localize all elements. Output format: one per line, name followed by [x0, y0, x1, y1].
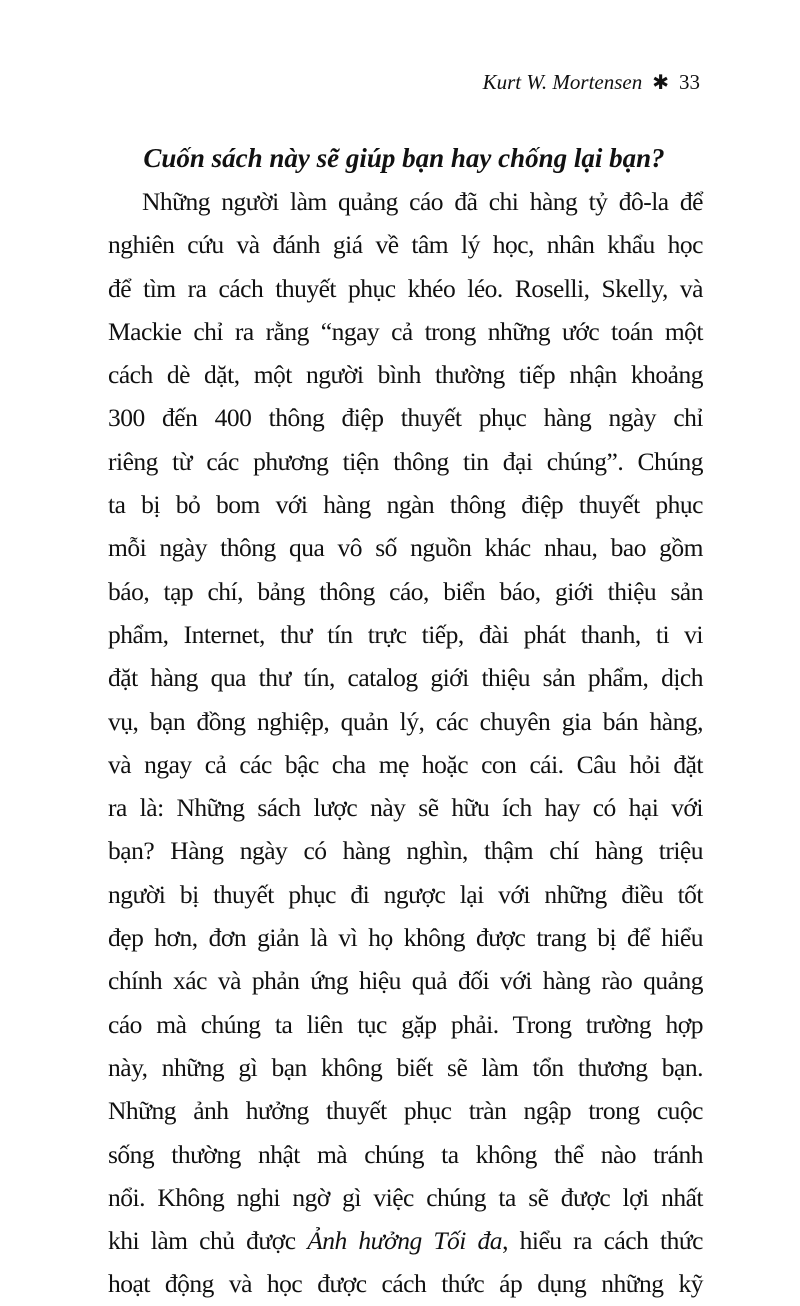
- paragraph-line: bạn? Hàng ngày có hàng nghìn, thậm chí hàng triệu: [108, 836, 703, 866]
- paragraph-line: nổi. Không nghi ngờ gì việc chúng ta sẽ được lợi nhất: [108, 1182, 703, 1212]
- paragraph-line: đẹp hơn, đơn giản là vì họ không được trang bị để hiểu: [108, 923, 703, 953]
- paragraph-line: vụ, bạn đồng nghiệp, quản lý, các chuyên gia bán hàng,: [108, 706, 703, 736]
- paragraph-line: cáo mà chúng ta liên tục gặp phải. Trong trường hợp: [108, 1009, 703, 1039]
- paragraph-line: hoạt động và học được cách thức áp dụng những kỹ: [108, 1269, 703, 1299]
- running-header: [483, 70, 700, 95]
- page-number: 33: [679, 70, 700, 94]
- paragraph-line: người bị thuyết phục đi ngược lại với những điều tốt: [108, 879, 703, 909]
- paragraph-line: 300 đến 400 thông điệp thuyết phục hàng ngày chỉ: [108, 403, 703, 433]
- asterisk-separator-icon: ✱: [652, 72, 669, 94]
- paragraph-line: ta bị bỏ bom với hàng ngàn thông điệp thuyết phục: [108, 490, 703, 520]
- paragraph-line: Những người làm quảng cáo đã chi hàng tỷ đô-la để: [142, 187, 703, 216]
- line-text-after: , hiểu ra cách thức: [502, 1226, 703, 1256]
- line-text-before: khi làm chủ được: [108, 1226, 308, 1256]
- paragraph-line: riêng từ các phương tiện thông tin đại chúng”. Chúng: [108, 446, 703, 476]
- paragraph-line: ra là: Những sách lược này sẽ hữu ích hay có hại với: [108, 793, 703, 823]
- paragraph-line: cách dè dặt, một người bình thường tiếp nhận khoảng: [108, 360, 703, 390]
- paragraph-line: [108, 1219, 703, 1262]
- paragraph-line: Những ảnh hưởng thuyết phục tràn ngập trong cuộc: [108, 1096, 703, 1126]
- paragraph-line: phẩm, Internet, thư tín trực tiếp, đài phát thanh, ti vi: [108, 619, 703, 649]
- paragraph-line: đặt hàng qua thư tín, catalog giới thiệu sản phẩm, dịch: [108, 663, 703, 693]
- paragraph-line: sống thường nhật mà chúng ta không thể nào tránh: [108, 1139, 703, 1169]
- paragraph-line: chính xác và phản ứng hiệu quả đối với hàng rào quảng: [108, 966, 703, 996]
- book-title-italic: Ảnh hưởng Tối đa: [307, 1226, 503, 1256]
- paragraph-line: nghiên cứu và đánh giá về tâm lý học, nhân khẩu học: [108, 230, 703, 260]
- paragraph-line: mỗi ngày thông qua vô số nguồn khác nhau, bao gồm: [108, 533, 703, 563]
- running-header-author: Kurt W. Mortensen: [482, 70, 643, 94]
- paragraph-line: này, những gì bạn không biết sẽ làm tổn thương bạn.: [108, 1052, 703, 1082]
- paragraph-line: để tìm ra cách thuyết phục khéo léo. Roselli, Skelly, và: [108, 273, 703, 303]
- paragraph-line: Mackie chỉ ra rằng “ngay cả trong những ước toán một: [108, 316, 703, 346]
- body-paragraph: [108, 180, 703, 1306]
- section-heading: Cuốn sách này sẽ giúp bạn hay chống lại bạn?: [143, 143, 665, 173]
- paragraph-line: báo, tạp chí, bảng thông cáo, biển báo, giới thiệu sản: [108, 576, 703, 606]
- paragraph-line: và ngay cả các bậc cha mẹ hoặc con cái. Câu hỏi đặt: [108, 749, 703, 779]
